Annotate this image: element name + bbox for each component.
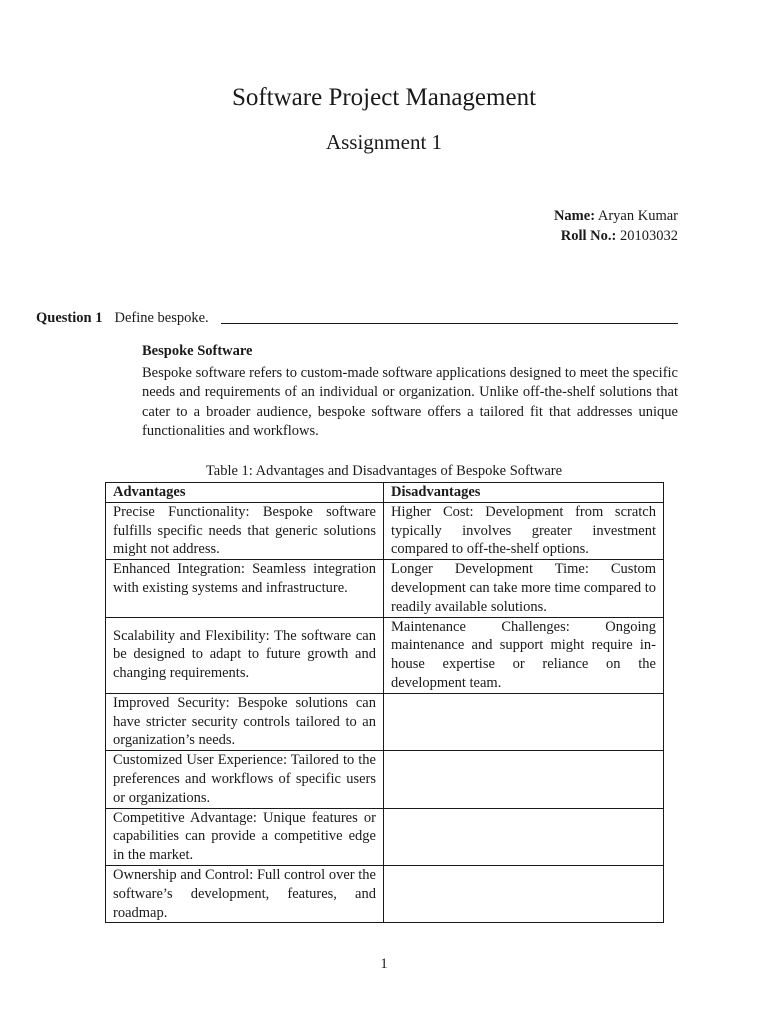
header-advantages: Advantages xyxy=(106,483,384,503)
disadvantage-cell: Maintenance Challenges: Ongoing maintenance and support might require in-house expertise or reliance on the development team. xyxy=(384,617,664,693)
name-line xyxy=(554,206,678,226)
advantage-cell: Precise Functionality: Bespoke software fulfills specific needs that generic solutions might not address. xyxy=(106,502,384,559)
advantages-table xyxy=(105,482,664,923)
table-row xyxy=(106,865,664,922)
document-title: Software Project Management xyxy=(231,84,537,111)
table-row xyxy=(106,693,664,750)
disadvantage-cell: Higher Cost: Development from scratch typically involves greater investment compared to off-the-shelf options. xyxy=(384,502,664,559)
answer-block xyxy=(142,342,678,442)
advantage-cell: Customized User Experience: Tailored to the preferences and workflows of specific users or organizations. xyxy=(106,751,384,808)
name-value: Aryan Kumar xyxy=(597,208,678,224)
disadvantage-cell xyxy=(384,751,664,808)
advantage-cell: Ownership and Control: Full control over the software’s development, features, and roadmap. xyxy=(106,865,384,922)
table-header-row xyxy=(106,483,664,503)
question-1 xyxy=(36,310,678,327)
question-label: Question 1 xyxy=(36,310,103,326)
table-row xyxy=(106,502,664,559)
student-info xyxy=(554,206,678,246)
page-number: 1 xyxy=(380,956,388,972)
document-subtitle: Assignment 1 xyxy=(325,130,443,154)
name-label: Name: xyxy=(553,208,596,224)
disadvantage-cell xyxy=(384,808,664,865)
disadvantage-cell: Longer Development Time: Custom development can take more time compared to readily available solutions. xyxy=(384,560,664,617)
question-text: Define bespoke. xyxy=(114,310,209,326)
answer-heading: Bespoke Software xyxy=(142,343,253,359)
header-disadvantages: Disadvantages xyxy=(384,483,664,503)
disadvantage-cell xyxy=(384,693,664,750)
table-caption: Table 1: Advantages and Disadvantages of Bespoke Software xyxy=(205,463,563,479)
advantage-cell: Enhanced Integration: Seamless integration with existing systems and infrastructure. xyxy=(106,560,384,617)
table-row xyxy=(106,808,664,865)
answer-rule-line xyxy=(221,322,678,324)
advantage-cell: Scalability and Flexibility: The software can be designed to adapt to future growth and changing requirements. xyxy=(106,617,384,693)
disadvantage-cell xyxy=(384,865,664,922)
table-row xyxy=(106,617,664,693)
advantage-cell: Competitive Advantage: Unique features or capabilities can provide a competitive edge in the market. xyxy=(106,808,384,865)
table-row xyxy=(106,560,664,617)
roll-label: Roll No.: xyxy=(560,228,617,244)
advantage-cell: Improved Security: Bespoke solutions can have stricter security controls tailored to an organization’s needs. xyxy=(106,693,384,750)
roll-value: 20103032 xyxy=(620,228,678,244)
answer-paragraph: Bespoke software refers to custom-made software applications designed to meet the specific needs and requirements of an individual or organization. Unlike off-the-shelf solutions that cater to a broader audience, bespoke software offers a tailored fit that addresses unique functionalities and workflows. xyxy=(142,364,678,439)
table-row xyxy=(106,751,664,808)
roll-line xyxy=(554,226,678,246)
